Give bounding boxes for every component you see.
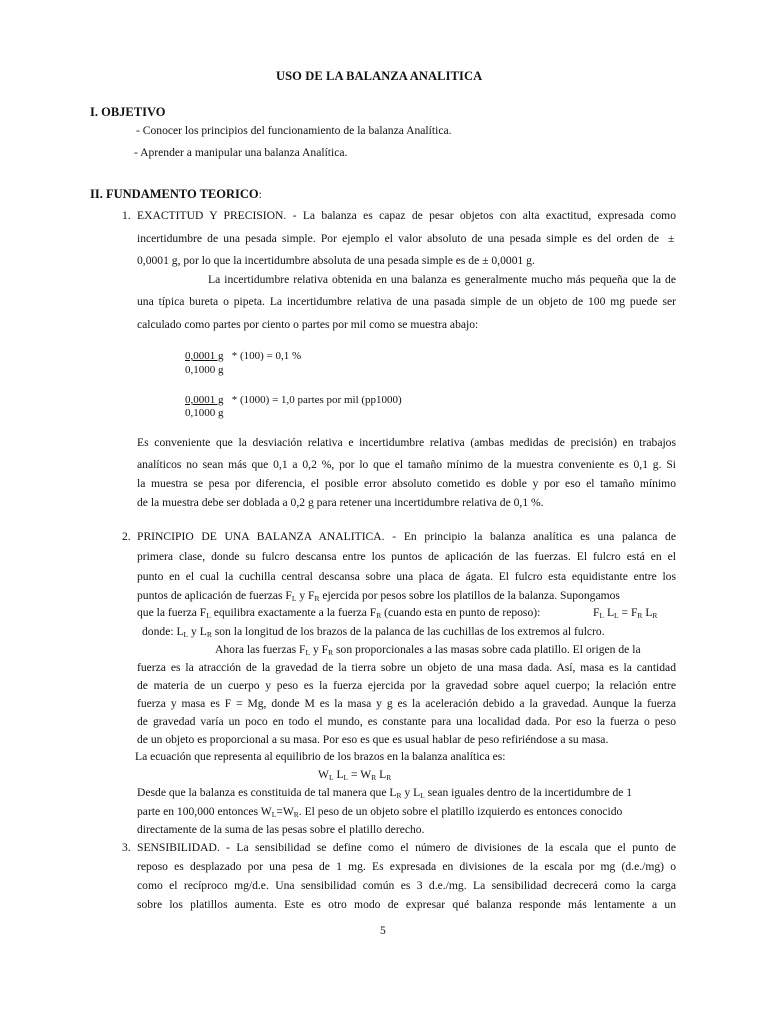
formula-2-denominator: 0,1000 g xyxy=(185,407,224,419)
formula-1-denominator: 0,1000 g xyxy=(185,364,224,376)
sub-R: R xyxy=(206,630,212,639)
s2-line-14-part-b: y L xyxy=(401,786,421,799)
s2-line-5-part-a: que la fuerza F xyxy=(137,606,207,619)
s1-line-1: EXACTITUD Y PRECISION. - La balanza es capaz de pesar objetos con alta exactitud, expresada como xyxy=(137,209,676,222)
sub-L: L xyxy=(343,773,349,782)
fundamento-heading-colon: : xyxy=(258,188,262,201)
sub-R: R xyxy=(371,773,377,782)
s2-line-4-part-c: ejercida por pesos sobre los platillos de la balanza. Supongamos xyxy=(319,589,620,602)
sub-R: R xyxy=(376,611,382,620)
s1-line-5: una típica bureta o pipeta. La incertidumbre relativa de una pasada simple de un objeto de 100 mg puede ser xyxy=(137,295,676,308)
formula-2-result: * (1000) = 1,0 partes por mil (pp1000) xyxy=(231,394,402,406)
eq-equals-F: = F xyxy=(618,606,638,619)
s2-line-5-part-c: (cuando esta en punto de reposo): xyxy=(381,606,541,619)
s2-line-15-part-a: parte en 100,000 entonces W xyxy=(137,805,272,818)
sub-L: L xyxy=(291,594,297,603)
s2-line-2: primera clase, donde su fulcro descansa entre los puntos de aplicación de las fuerzas. El fulcro está en el xyxy=(137,550,676,563)
item-number-3: 3. xyxy=(122,841,131,854)
s2-line-11: de gravedad varía un poco en todo el mundo, es constante para una localidad dada. Por eso la fuerza o peso xyxy=(137,715,676,728)
item-number-1: 1. xyxy=(122,209,131,222)
s1-paragraph-line-4: de la muestra debe ser doblada a 0,2 g para retener una incertidumbre relativa de 0,1 %. xyxy=(137,496,544,509)
formula-2-numerator-row xyxy=(185,394,402,406)
s1-line-3: 0,0001 g, por lo que la incertidumbre absoluta de una pesada simple es de ± 0,0001 g. xyxy=(137,254,535,267)
s1-paragraph-line-3: la muestra se pesa por diferencia, el posible error absoluto cometido es doble y por eso el tamaño mínimo xyxy=(137,477,676,490)
eq-length-L-2: L xyxy=(642,606,653,619)
formula-1-numerator: 0,0001 g xyxy=(185,350,224,362)
s2-line-4-part-b: y F xyxy=(296,589,315,602)
eq-arm-L-2: L xyxy=(376,768,387,781)
sub-L: L xyxy=(599,611,605,620)
sub-R: R xyxy=(314,594,320,603)
page-number: 5 xyxy=(380,924,386,937)
sub-R: R xyxy=(328,648,334,657)
s2-line-14-part-a: Desde que la balanza es constituida de tal manera que L xyxy=(137,786,397,799)
s2-line-9: de materia de un cuerpo y peso es la fuerza ejercida por la gravedad sobre aquel cuerpo; la relación entre xyxy=(137,679,676,692)
s2-line-10: fuerza y masa es F = Mg, donde M es la masa y g es la aceleración debido a la gravedad. Aunque la fuerza xyxy=(137,697,676,710)
eq-force-F: F xyxy=(593,606,600,619)
s2-line-3: punto en el cual la cuchilla central descansa sobre una placa de ágata. El fulcro esta equidistante entre los xyxy=(137,570,676,583)
sub-R: R xyxy=(386,773,392,782)
s2-line-14 xyxy=(137,786,632,799)
sub-L: L xyxy=(183,630,189,639)
s2-line-7 xyxy=(215,643,641,656)
balance-equation-forces xyxy=(593,606,657,619)
eq-length-L: L xyxy=(604,606,615,619)
s3-line-4: sobre los platillos aumenta. Este es otro modo de expresar qué balanza responde más lentamente a un xyxy=(137,898,676,911)
s1-paragraph-line-1: Es conveniente que la desviación relativa e incertidumbre relativa (ambas medidas de precisión) en trabajos xyxy=(137,436,676,449)
section-fundamento-heading xyxy=(90,185,262,203)
s2-line-15-part-b: =W xyxy=(276,805,294,818)
sub-R: R xyxy=(293,810,299,819)
sub-L: L xyxy=(305,648,311,657)
formula-2-numerator: 0,0001 g xyxy=(185,394,224,406)
s1-line-2: incertidumbre de una pesada simple. Por ejemplo el valor absoluto de una pesada simple es del orden de xyxy=(137,232,659,245)
sub-L: L xyxy=(206,611,211,620)
sub-L: L xyxy=(328,773,334,782)
sub-L: L xyxy=(420,791,425,800)
balance-equation-weights xyxy=(318,768,391,781)
sub-R: R xyxy=(652,611,658,620)
s2-line-7-part-a: Ahora las fuerzas F xyxy=(215,643,306,656)
s1-paragraph-line-2: analíticos no sean más que 0,1 a 0,2 %, por lo que el tamaño mínimo de la muestra conveniente es 0,1 g. Si xyxy=(137,458,676,471)
sub-R: R xyxy=(396,791,402,800)
s2-line-4 xyxy=(137,589,620,602)
document-title: USO DE LA BALANZA ANALITICA xyxy=(276,69,483,83)
s2-line-16: directamente de la suma de las pesas sobre el platillo derecho. xyxy=(137,823,425,836)
formula-1-numerator-row xyxy=(185,350,301,362)
s2-line-1: PRINCIPIO DE UNA BALANZA ANALITICA. - En principio la balanza analítica es una palanca de xyxy=(137,530,676,543)
eq-arm-L: L xyxy=(333,768,344,781)
s2-line-6-part-c: son la longitud de los brazos de la palanca de las cuchillas de los extremos al fulcro. xyxy=(211,625,605,638)
section-objetivo-heading: I. OBJETIVO xyxy=(90,105,166,119)
s2-line-15 xyxy=(137,805,622,818)
s2-line-14-part-c: sean iguales dentro de la incertidumbre de 1 xyxy=(424,786,633,799)
s2-line-6-part-a: donde: L xyxy=(142,625,184,638)
s2-line-5 xyxy=(137,606,540,619)
s2-line-12: de un objeto es proporcional a su masa. Por eso es que es usual hablar de peso refiriéndose a su masa. xyxy=(137,733,609,746)
sub-R: R xyxy=(637,611,643,620)
objetivo-item-2: - Aprender a manipular una balanza Analítica. xyxy=(134,146,348,159)
item-number-2: 2. xyxy=(122,530,131,543)
formula-1-result: * (100) = 0,1 % xyxy=(231,350,302,362)
fundamento-heading-text: II. FUNDAMENTO TEORICO xyxy=(90,187,259,201)
s2-line-6-part-b: y L xyxy=(188,625,207,638)
s3-line-2: reposo es desplazado por una pesa de 1 mg. Es expresada en divisiones de la escala por mg (d.e./mg) o xyxy=(137,860,676,873)
s2-line-8: fuerza es la atracción de la gravedad de la tierra sobre un objeto de una masa dada. Así, masa es la cantidad xyxy=(137,661,676,674)
s1-line-6: calculado como partes por ciento o partes por mil como se muestra abajo: xyxy=(137,318,479,331)
eq-equals-W: = W xyxy=(348,768,372,781)
s3-line-3: como el recíproco mg/d.e. Una sensibilidad común es 3 d.e./mg. La sensibilidad decrecerá como la carga xyxy=(137,879,676,892)
s2-line-5-part-b: equilibra exactamente a la fuerza F xyxy=(210,606,377,619)
s2-line-13: La ecuación que representa al equilibrio de los brazos en la balanza analítica es: xyxy=(135,750,506,763)
sub-L: L xyxy=(614,611,619,620)
s2-line-4-part-a: puntos de aplicación de fuerzas F xyxy=(137,589,292,602)
s2-line-7-part-c: son proporcionales a las masas sobre cada platillo. El origen de la xyxy=(333,643,641,656)
s1-line-4: La incertidumbre relativa obtenida en una balanza es generalmente mucho más pequeña que la de xyxy=(208,273,676,286)
eq-weight-W: W xyxy=(318,768,329,781)
sub-L: L xyxy=(271,810,277,819)
s2-line-15-part-c: . El peso de un objeto sobre el platillo izquierdo es entonces conocido xyxy=(298,805,623,818)
s3-line-1: SENSIBILIDAD. - La sensibilidad se define como el número de divisiones de la escala que el punto de xyxy=(137,841,676,854)
objetivo-item-1: - Conocer los principios del funcionamiento de la balanza Analítica. xyxy=(136,124,452,137)
plus-minus-symbol: ± xyxy=(668,232,675,245)
s2-line-7-part-b: y F xyxy=(310,643,329,656)
s2-line-6 xyxy=(142,625,605,638)
